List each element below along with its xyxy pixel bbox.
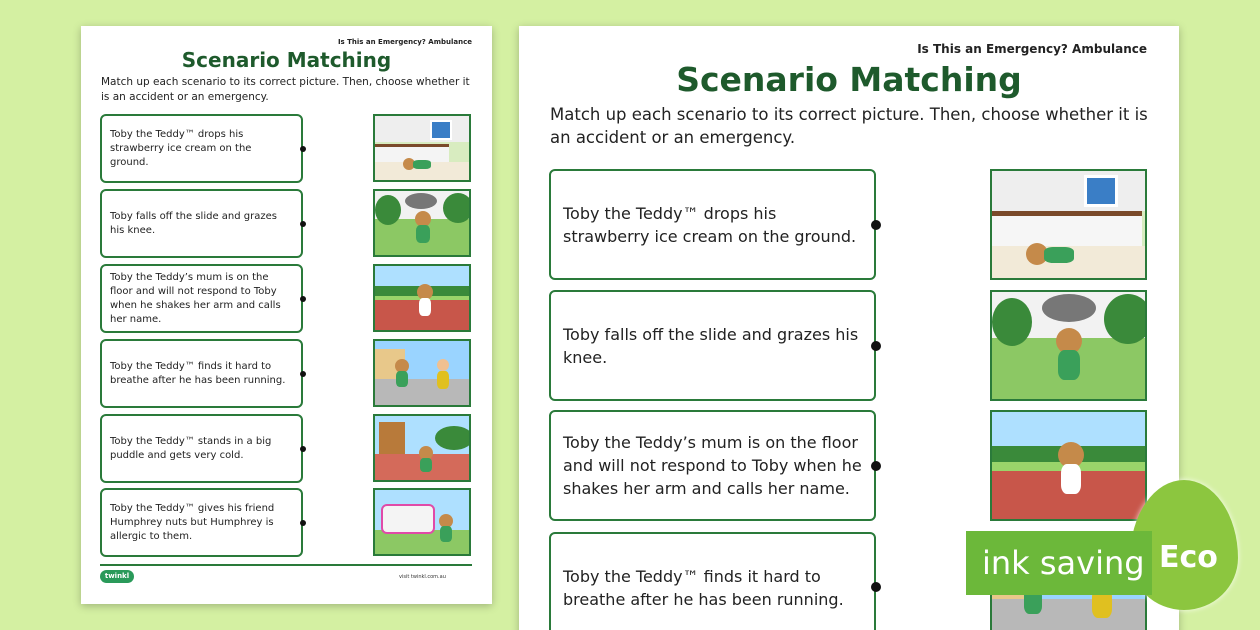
twinkl-logo: twinkl <box>100 570 134 583</box>
scenario-text-5: Toby the Teddy™ stands in a big puddle and gets very cold. <box>110 435 272 461</box>
scenario-text-2: Toby falls off the slide and grazes his knee. <box>110 210 277 236</box>
running-track-icon[interactable] <box>373 264 471 332</box>
kitchen-scene-icon[interactable] <box>373 114 471 182</box>
scenario-card-5[interactable] <box>100 414 303 483</box>
match-dot[interactable] <box>300 296 306 302</box>
ice-cream-van-icon[interactable] <box>373 488 471 556</box>
match-dot[interactable] <box>300 520 306 526</box>
kitchen-scene-icon[interactable] <box>990 169 1147 280</box>
footer-divider <box>100 564 472 566</box>
scenario-card-2[interactable] <box>549 290 876 401</box>
worksheet-title: Scenario Matching <box>676 60 1022 99</box>
worksheet-subtitle: Is This an Emergency? Ambulance <box>337 38 472 46</box>
running-track-icon[interactable] <box>990 410 1147 521</box>
footer-url: visit twinkl.com.au <box>399 574 446 580</box>
storm-cloud-park-icon[interactable] <box>990 290 1147 401</box>
scenario-text-4: Toby the Teddy™ finds it hard to breathe after he has been running. <box>563 566 844 609</box>
playground-slide-icon[interactable] <box>373 414 471 482</box>
scenario-card-3[interactable] <box>549 410 876 521</box>
scenario-card-1[interactable] <box>100 114 303 183</box>
school-yard-icon[interactable] <box>373 339 471 407</box>
worksheet-subtitle: Is This an Emergency? Ambulance <box>917 42 1147 56</box>
storm-cloud-park-icon[interactable] <box>373 189 471 257</box>
ink-saving-text: ink saving <box>982 544 1145 582</box>
scenario-text-3: Toby the Teddy’s mum is on the floor and will not respond to Toby when he shakes her arm and calls her name. <box>110 271 281 325</box>
worksheet-instructions: Match up each scenario to its correct picture. Then, choose whether it is an accident or an emergency. <box>550 105 1148 147</box>
scenario-text-4: Toby the Teddy™ finds it hard to breathe after he has been running. <box>110 360 286 386</box>
match-dot[interactable] <box>300 371 306 377</box>
worksheet-title: Scenario Matching <box>181 48 392 72</box>
scenario-text-3: Toby the Teddy’s mum is on the floor and will not respond to Toby when he shakes her arm and calls her name. <box>563 433 862 498</box>
match-dot[interactable] <box>871 341 881 351</box>
scenario-text-1: Toby the Teddy™ drops his strawberry ice cream on the ground. <box>563 203 857 246</box>
scenario-card-1[interactable] <box>549 169 876 280</box>
match-dot[interactable] <box>300 446 306 452</box>
ink-saving-banner <box>966 531 1152 595</box>
match-dot[interactable] <box>300 221 306 227</box>
match-dot[interactable] <box>300 146 306 152</box>
scenario-card-4[interactable] <box>100 339 303 408</box>
worksheet-instructions: Match up each scenario to its correct picture. Then, choose whether it is an accident or an emergency. <box>101 76 470 103</box>
scenario-card-6[interactable] <box>100 488 303 557</box>
match-dot[interactable] <box>871 220 881 230</box>
scenario-card-3[interactable] <box>100 264 303 333</box>
match-dot[interactable] <box>871 461 881 471</box>
scenario-text-1: Toby the Teddy™ drops his strawberry ice cream on the ground. <box>110 128 252 168</box>
scenario-text-2: Toby falls off the slide and grazes his knee. <box>563 324 859 367</box>
scenario-card-2[interactable] <box>100 189 303 258</box>
scenario-text-6: Toby the Teddy™ gives his friend Humphrey nuts but Humphrey is allergic to them. <box>110 502 275 542</box>
worksheet-thumbnail <box>81 26 492 604</box>
eco-label: Eco <box>1159 540 1218 575</box>
scenario-card-4[interactable] <box>549 532 876 630</box>
match-dot[interactable] <box>871 582 881 592</box>
